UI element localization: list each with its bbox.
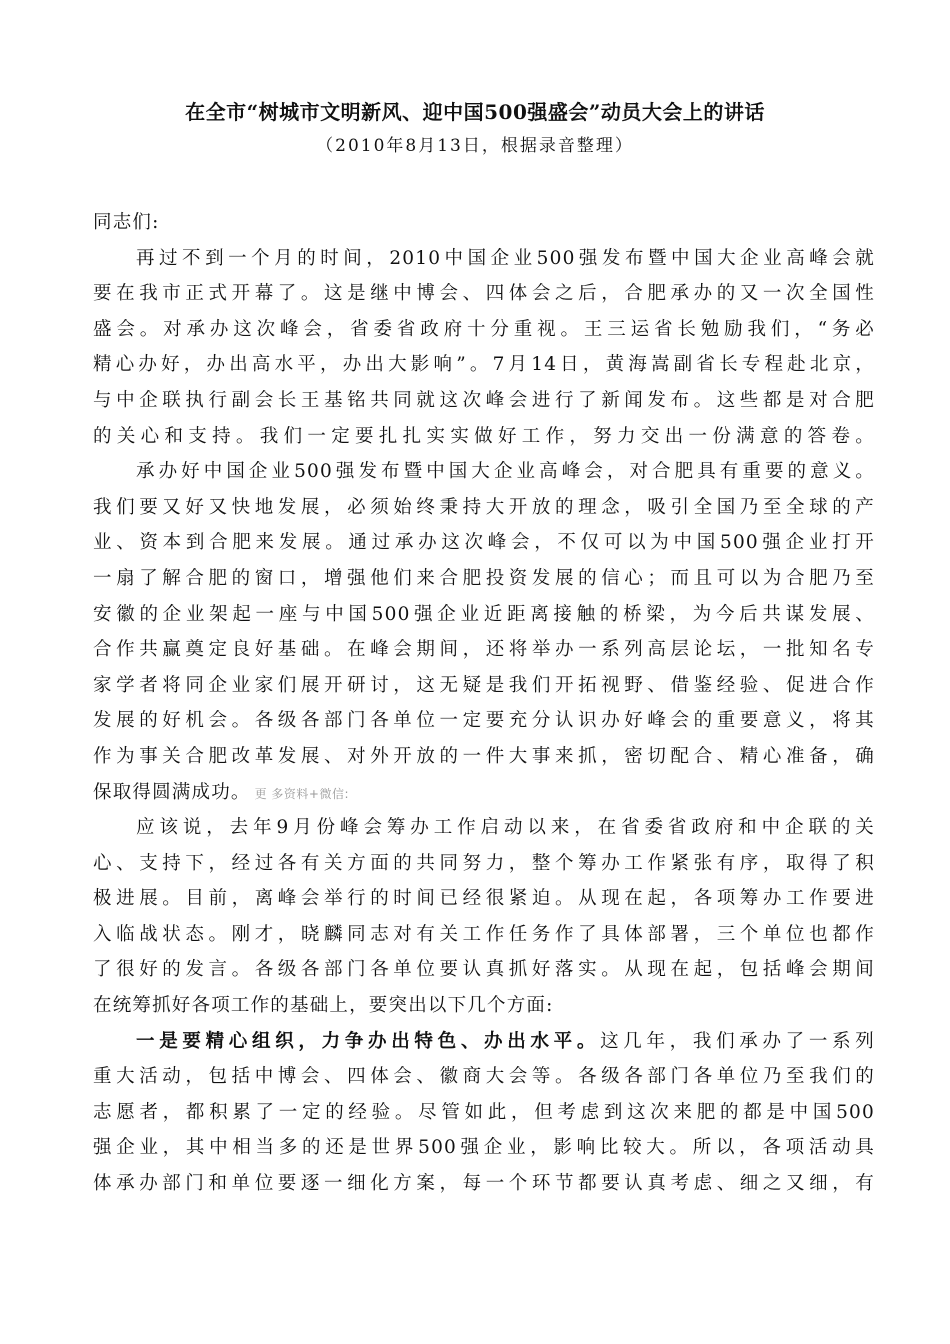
paragraph-4-line: 重大活动，包括中博会、四体会、徽商大会等。各级各部门各单位乃至我们的: [93, 1066, 875, 1088]
paragraph-2-line: 业、资本到合肥来发展。通过承办这次峰会，不仅可以为中国500强企业打开: [93, 532, 875, 554]
paragraph-4-first-line: [93, 1024, 875, 1060]
paragraph-1-line: 盛会。对承办这次峰会，省委省政府十分重视。王三运省长勉励我们，“务必: [93, 318, 875, 340]
paragraph-3-line: 极进展。目前，离峰会举行的时间已经很紧迫。从现在起，各项筹办工作要进: [93, 888, 875, 910]
page-title: 在全市“树城市文明新风、迎中国500强盛会”动员大会上的讲话: [185, 100, 765, 124]
salutation: 同志们:: [93, 212, 160, 233]
paragraph-1-line: 与中企联执行副会长王基铭共同就这次峰会进行了新闻发布。这些都是对合肥: [93, 389, 875, 411]
page-subtitle: （2010年8月13日，根据录音整理）: [316, 136, 634, 156]
paragraph-2-line: 作为事关合肥改革发展、对外开放的一件大事来抓，密切配合、精心准备，确: [93, 745, 875, 767]
paragraph-3-line: 心、支持下，经过各有关方面的共同努力，整个筹办工作紧张有序，取得了积: [93, 852, 875, 874]
paragraph-1-line: 精心办好，办出高水平，办出大影响”。7月14日，黄海嵩副省长专程赴北京，: [93, 354, 875, 376]
paragraph-4-line: 体承办部门和单位要逐一细化方案，每一个环节都要认真考虑、细之又细，有: [93, 1173, 875, 1195]
speech-body: [93, 205, 875, 1202]
paragraph-4-line: 强企业，其中相当多的还是世界500强企业，影响比较大。所以，各项活动具: [93, 1137, 875, 1159]
paragraph-4-line: 志愿者，都积累了一定的经验。尽管如此，但考虑到这次来肥的都是中国500: [93, 1101, 875, 1123]
paragraph-2-line: 我们要又好又快地发展，必须始终秉持大开放的理念，吸引全国乃至全球的产: [93, 496, 875, 518]
paragraph-4-heading: 一是要精心组织，力争办出特色、办出水平。: [136, 1030, 601, 1052]
paragraph-3-line: 应该说，去年9月份峰会筹办工作启动以来，在省委省政府和中企联的关: [136, 817, 875, 839]
paragraph-2-last-line: [93, 775, 875, 811]
paragraph-4-first-rest: 这几年，我们承办了一系列: [600, 1030, 875, 1052]
paragraph-1-line: 要在我市正式开幕了。这是继中博会、四体会之后，合肥承办的又一次全国性: [93, 283, 875, 305]
paragraph-3-line: 在统筹抓好各项工作的基础上，要突出以下几个方面:: [93, 995, 554, 1017]
paragraph-2-last-text: 保取得圆满成功。: [93, 781, 251, 803]
watermark-note: 更 多资料+微信:: [254, 786, 350, 801]
paragraph-1-line: 的关心和支持。我们一定要扎扎实实做好工作，努力交出一份满意的答卷。: [93, 425, 875, 447]
paragraph-2-line: 家学者将同企业家们展开研讨，这无疑是我们开拓视野、借鉴经验、促进合作: [93, 674, 875, 696]
paragraph-2-line: 承办好中国企业500强发布暨中国大企业高峰会，对合肥具有重要的意义。: [136, 461, 875, 483]
paragraph-2-line: 一扇了解合肥的窗口，增强他们来合肥投资发展的信心；而且可以为合肥乃至: [93, 567, 875, 589]
paragraph-3-line: 了很好的发言。各级各部门各单位要认真抓好落实。从现在起，包括峰会期间: [93, 959, 875, 981]
paragraph-1-line: 再过不到一个月的时间，2010中国企业500强发布暨中国大企业高峰会就: [136, 247, 875, 269]
paragraph-2-line: 发展的好机会。各级各部门各单位一定要充分认识办好峰会的重要意义，将其: [93, 710, 875, 732]
paragraph-2-line: 合作共赢奠定良好基础。在峰会期间，还将举办一系列高层论坛，一批知名专: [93, 639, 875, 661]
paragraph-2-line: 安徽的企业架起一座与中国500强企业近距离接触的桥梁，为今后共谋发展、: [93, 603, 875, 625]
paragraph-3-line: 入临战状态。刚才，晓麟同志对有关工作任务作了具体部署，三个单位也都作: [93, 923, 875, 945]
